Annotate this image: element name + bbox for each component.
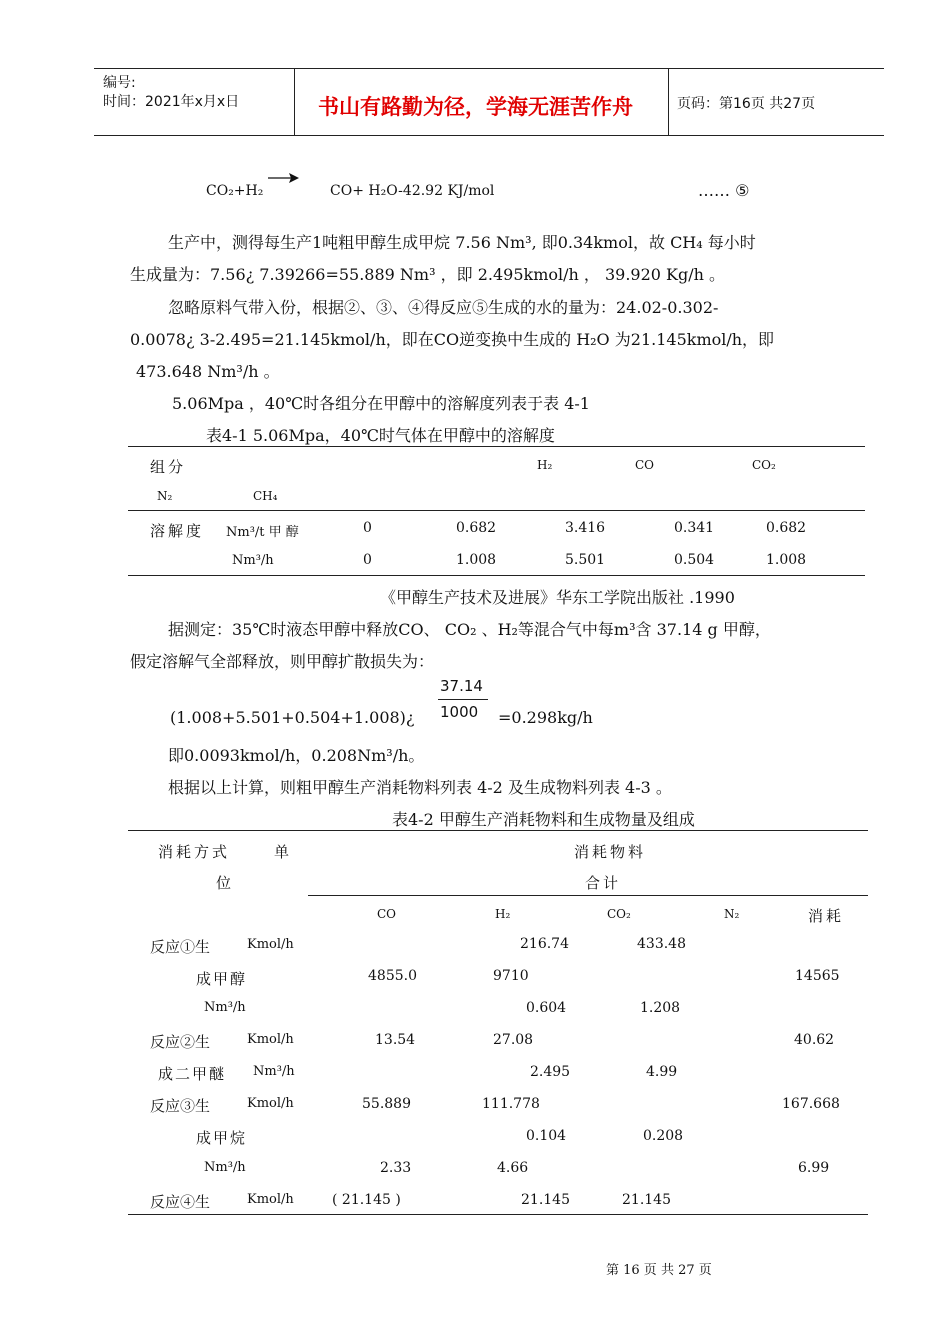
table-cell: 55.889 <box>362 1096 411 1112</box>
table42-caption: 表4-2 甲醇生产消耗物料和生成物量及组成 <box>392 810 695 829</box>
table-cell: 0.104 <box>526 1128 567 1144</box>
fraction-denominator: 1000 <box>440 703 479 721</box>
table42-row-label: 反应④生 <box>150 1193 211 1211</box>
table-cell: Kmol/h <box>247 937 294 952</box>
equation5-left: CO₂+H₂ <box>206 183 264 199</box>
table42-h-method: 消耗方式 <box>158 843 231 861</box>
motto: 书山有路勤为径，学海无涯苦作舟 <box>318 95 633 119</box>
table42-h-total: 合计 <box>585 874 622 892</box>
serial-label: 编号: <box>103 75 136 91</box>
table42-row-label: 反应③生 <box>150 1097 211 1115</box>
table42-col-h2: H₂ <box>495 907 511 921</box>
table42-row-label: 反应②生 <box>150 1033 211 1051</box>
table-cell: 21.145 <box>622 1192 671 1208</box>
table-cell: Kmol/h <box>247 1192 294 1207</box>
paragraph-line: 生成量为：7.56¿ 7.39266=55.889 Nm³ ，即 2.495kmol/h ， 39.920 Kg/h 。 <box>130 265 726 284</box>
table42-col-consume: 消耗 <box>808 907 845 925</box>
table-cell: 13.54 <box>375 1032 416 1048</box>
time-label: 时间：2021年x月x日 <box>103 94 240 110</box>
table-cell: 0 <box>363 520 372 536</box>
table-cell: 433.48 <box>637 936 686 952</box>
table-cell: Kmol/h <box>247 1032 294 1047</box>
table-cell: 0.208 <box>643 1128 684 1144</box>
fraction-numerator: 37.14 <box>440 677 483 695</box>
table42-row-label: 成甲烷 <box>196 1129 248 1147</box>
table-cell: 216.74 <box>520 936 569 952</box>
table-cell: 2.495 <box>530 1064 571 1080</box>
table-cell: 2.33 <box>380 1160 412 1176</box>
page-label: 页码：第16页 共27页 <box>677 96 816 112</box>
paragraph-line: 473.648 Nm³/h 。 <box>136 362 280 381</box>
table-cell: 1.208 <box>640 1000 681 1016</box>
table-cell: 0.604 <box>526 1000 567 1016</box>
table-cell: 0.504 <box>674 552 715 568</box>
paragraph-line: 0.0078¿ 3-2.495=21.145kmol/h，即在CO逆变换中生成的 H₂O 为21.145kmol/h，即 <box>130 330 775 349</box>
table-cell: Nm³/t 甲 醇 <box>226 525 299 540</box>
table-cell: 1.008 <box>766 552 807 568</box>
paragraph-line: 假定溶解气全部释放，则甲醇扩散损失为： <box>130 652 435 671</box>
table42-row-label: 成甲醇 <box>196 970 248 988</box>
table-cell: 0.341 <box>674 520 715 536</box>
table41-header-co2: CO₂ <box>752 458 776 472</box>
table-cell: ( 21.145 ) <box>332 1192 401 1208</box>
table42-h-unit2: 位 <box>216 874 232 892</box>
table41-caption: 表4-1 5.06Mpa，40℃时气体在甲醇中的溶解度 <box>206 426 555 445</box>
table-cell: 27.08 <box>493 1032 534 1048</box>
table-cell: Kmol/h <box>247 1096 294 1111</box>
table-cell: 1.008 <box>456 552 497 568</box>
table42-row-label: 反应①生 <box>150 938 211 956</box>
table-cell: 14565 <box>795 968 840 984</box>
table-cell: 0 <box>363 552 372 568</box>
paragraph-line: 即0.0093kmol/h，0.208Nm³/h。 <box>168 746 425 765</box>
table42-h-unit: 单 <box>274 843 290 861</box>
table-cell: 3.416 <box>565 520 606 536</box>
calc-left: (1.008+5.501+0.504+1.008)¿ <box>170 708 415 727</box>
table41-row-label: 溶解度 <box>150 522 205 540</box>
table-cell: 40.62 <box>794 1032 835 1048</box>
paragraph-line: 5.06Mpa ，40℃时各组分在甲醇中的溶解度列表于表 4-1 <box>172 394 590 413</box>
table-cell: 21.145 <box>521 1192 570 1208</box>
table41-source: 《甲醇生产技术及进展》华东工学院出版社 .1990 <box>380 588 735 607</box>
table-cell: Nm³/h <box>204 1000 246 1015</box>
table41-header-ch4: CH₄ <box>253 489 278 503</box>
table-cell: Nm³/h <box>232 553 274 568</box>
paragraph-line: 忽略原料气带入份，根据②、③、④得反应⑤生成的水的量为：24.02-0.302- <box>168 298 719 317</box>
table41-header-group: 组分 <box>150 458 187 476</box>
equation5-number: …… ⑤ <box>698 181 750 200</box>
table-cell: 4.66 <box>497 1160 529 1176</box>
table42-col-co2: CO₂ <box>607 907 631 921</box>
table-cell: 6.99 <box>798 1160 830 1176</box>
table41-header-h2: H₂ <box>537 458 553 472</box>
calc-right: =0.298kg/h <box>498 708 593 727</box>
table41-header-co: CO <box>635 458 655 472</box>
table-cell: 0.682 <box>766 520 807 536</box>
equation5-right: CO+ H₂O-42.92 KJ/mol <box>330 183 495 199</box>
table42-col-n2: N₂ <box>724 907 740 921</box>
table-cell: 4.99 <box>646 1064 678 1080</box>
table-cell: 111.778 <box>482 1096 540 1112</box>
fraction-bar <box>438 699 488 700</box>
table-cell: 9710 <box>493 968 529 984</box>
paragraph-line: 生产中，测得每生产1吨粗甲醇生成甲烷 7.56 Nm³, 即0.34kmol，故 CH₄ 每小时 <box>168 233 756 252</box>
table-cell: 167.668 <box>782 1096 840 1112</box>
table-cell: Nm³/h <box>253 1064 295 1079</box>
table-cell: 4855.0 <box>368 968 417 984</box>
table42-row-label: 成二甲醚 <box>158 1065 227 1083</box>
table42-h-material: 消耗物料 <box>574 843 647 861</box>
paragraph-line: 据测定：35℃时液态甲醇中释放CO、 CO₂ 、H₂等混合气中每m³含 37.14 g 甲醇， <box>168 620 771 639</box>
table42-col-co: CO <box>377 907 397 921</box>
table41-header-n2: N₂ <box>157 489 173 503</box>
table-cell: Nm³/h <box>204 1160 246 1175</box>
table-cell: 5.501 <box>565 552 606 568</box>
reaction-arrow-icon <box>268 170 300 184</box>
table-cell: 0.682 <box>456 520 497 536</box>
page-footer: 第 16 页 共 27 页 <box>606 1263 712 1278</box>
paragraph-line: 根据以上计算，则粗甲醇生产消耗物料列表 4-2 及生成物料列表 4-3 。 <box>168 778 672 797</box>
